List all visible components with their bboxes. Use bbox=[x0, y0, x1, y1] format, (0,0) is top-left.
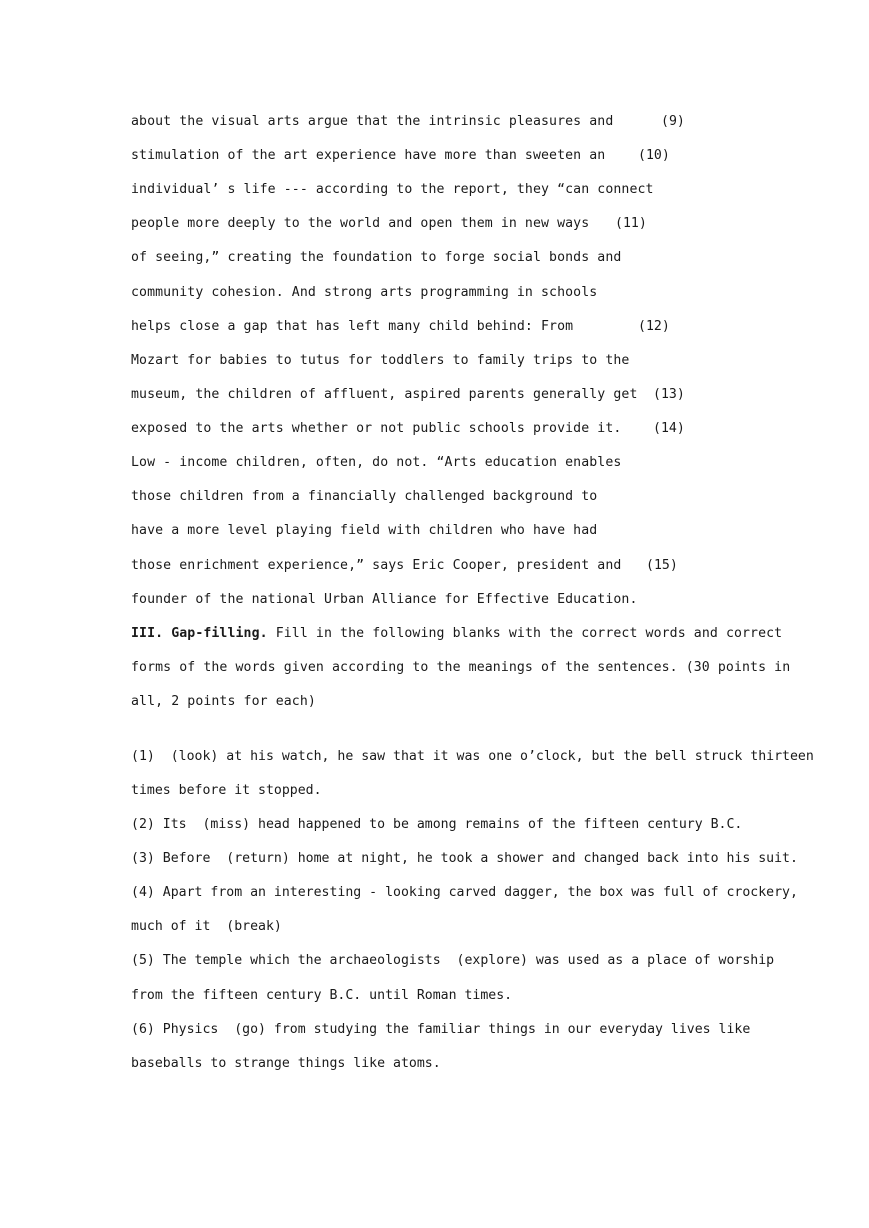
blank-marker: (14) bbox=[653, 421, 685, 436]
question-line: (5) The temple which the archaeologists (explore) was used as a place of worship bbox=[131, 953, 775, 968]
passage-line: individual’ s life --- according to the report, they “can connect bbox=[131, 182, 654, 197]
section-instruction: Fill in the following blanks with the correct words and correct bbox=[267, 626, 783, 641]
question-line: (1) (look) at his watch, he saw that it was one o’clock, but the bell struck thirteen bbox=[131, 749, 814, 764]
passage-line: community cohesion. And strong arts programming in schools bbox=[131, 285, 598, 300]
passage-line: Mozart for babies to tutus for toddlers to family trips to the bbox=[131, 353, 630, 368]
passage-line: those enrichment experience,” says Eric Cooper, president and bbox=[131, 558, 622, 573]
passage-line: stimulation of the art experience have more than sweeten an bbox=[131, 148, 606, 163]
blank-marker: (11) bbox=[615, 216, 647, 231]
passage-line: museum, the children of affluent, aspired parents generally get bbox=[131, 387, 638, 402]
section-title: III. Gap-filling. bbox=[131, 626, 268, 641]
section-instruction-line: forms of the words given according to the meanings of the sentences. (30 points in bbox=[131, 660, 791, 675]
question-line: times before it stopped. bbox=[131, 783, 322, 798]
passage-line: have a more level playing field with children who have had bbox=[131, 523, 598, 538]
question-line: (6) Physics (go) from studying the familiar things in our everyday lives like bbox=[131, 1022, 751, 1037]
passage-line: Low - income children, often, do not. “Arts education enables bbox=[131, 455, 622, 470]
blank-marker: (13) bbox=[653, 387, 685, 402]
blank-marker: (12) bbox=[638, 319, 670, 334]
blank-marker: (10) bbox=[638, 148, 670, 163]
question-line: from the fifteen century B.C. until Roman times. bbox=[131, 988, 513, 1003]
passage-line: founder of the national Urban Alliance for Effective Education. bbox=[131, 592, 638, 607]
passage-line: helps close a gap that has left many child behind: From bbox=[131, 319, 574, 334]
section-heading bbox=[131, 625, 782, 643]
question-line: much of it (break) bbox=[131, 919, 282, 934]
passage-line: people more deeply to the world and open them in new ways bbox=[131, 216, 590, 231]
section-instruction-line: all, 2 points for each) bbox=[131, 694, 316, 709]
question-line: (4) Apart from an interesting - looking carved dagger, the box was full of crockery, bbox=[131, 885, 798, 900]
question-line: baseballs to strange things like atoms. bbox=[131, 1056, 441, 1071]
passage-line: about the visual arts argue that the intrinsic pleasures and bbox=[131, 114, 614, 129]
passage-line: of seeing,” creating the foundation to forge social bonds and bbox=[131, 250, 622, 265]
blank-marker: (15) bbox=[646, 558, 678, 573]
question-line: (2) Its (miss) head happened to be among remains of the fifteen century B.C. bbox=[131, 817, 743, 832]
passage-line: those children from a financially challenged background to bbox=[131, 489, 598, 504]
question-line: (3) Before (return) home at night, he took a shower and changed back into his suit. bbox=[131, 851, 798, 866]
blank-marker: (9) bbox=[661, 114, 685, 129]
passage-line: exposed to the arts whether or not public schools provide it. bbox=[131, 421, 622, 436]
